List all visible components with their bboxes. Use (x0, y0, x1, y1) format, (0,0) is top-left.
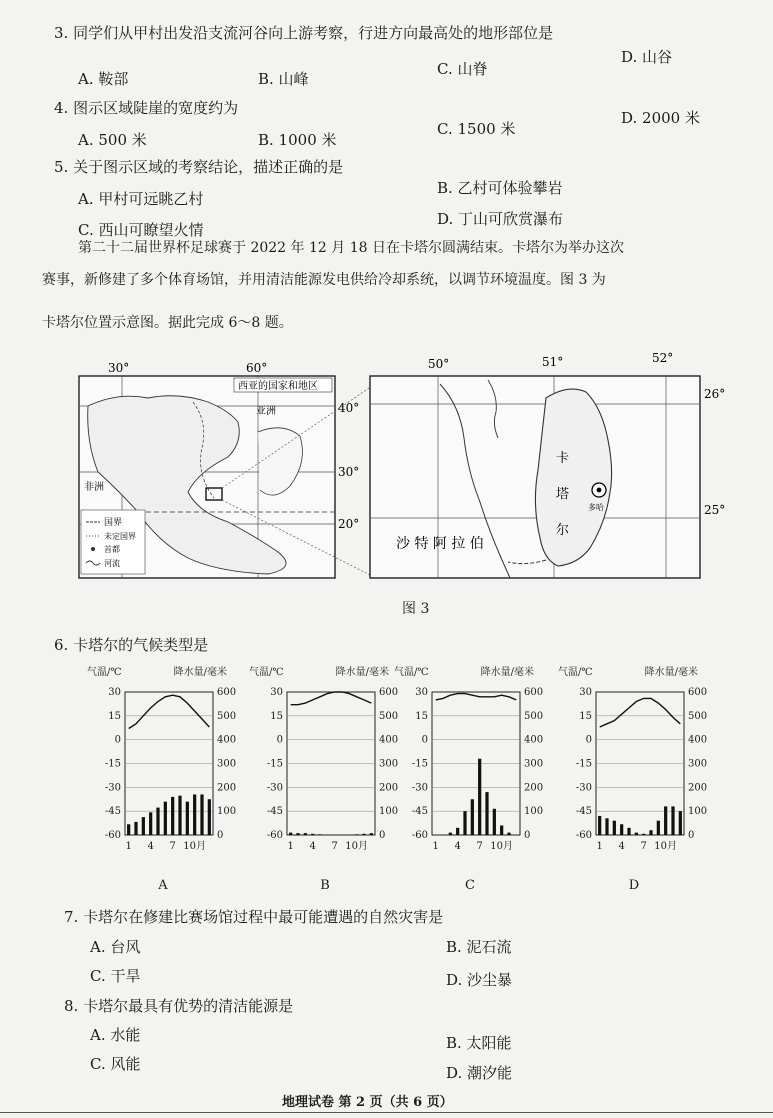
temp-axis-label: 气温/℃ (558, 667, 593, 678)
q4-stem: 4. 图示区域陡崖的宽度约为 (54, 99, 239, 117)
precip-bar (605, 818, 608, 835)
precip-tick-label: 600 (217, 687, 237, 698)
lat-label-25: 25° (704, 503, 726, 517)
precip-bar (671, 806, 674, 835)
precip-tick-label: 400 (524, 734, 544, 746)
q4-option-d: D. 2000 米 (621, 109, 700, 127)
intro-line-3: 卡塔尔位置示意图。据此完成 6～8 题。 (42, 315, 293, 331)
precip-tick-label: 300 (524, 758, 544, 770)
precip-bar (657, 821, 660, 835)
precip-bar (500, 825, 503, 835)
west-asia-map (78, 362, 374, 582)
precip-axis-label: 降水量/毫米 (480, 667, 534, 678)
temp-tick-label: 15 (270, 710, 283, 722)
q7-option-b: B. 泥石流 (446, 938, 512, 956)
precip-bar (471, 799, 474, 835)
figure-caption: 图 3 (402, 601, 430, 617)
precip-bar (649, 830, 652, 835)
precip-axis-label: 降水量/毫米 (644, 667, 698, 678)
map-title-box: 西亚的国家和地区 (238, 381, 318, 392)
precip-tick-label: 0 (688, 830, 695, 841)
month-tick-label: 10月 (345, 841, 369, 852)
precip-tick-label: 500 (524, 710, 544, 722)
q8-option-d: D. 潮汐能 (446, 1064, 513, 1082)
q8-option-b: B. 太阳能 (446, 1034, 512, 1052)
precip-tick-label: 500 (217, 710, 237, 722)
temp-tick-label: 15 (415, 710, 428, 722)
temp-tick-label: -30 (266, 782, 283, 794)
q4-option-a: A. 500 米 (78, 131, 147, 149)
lon-label-51: 51° (542, 355, 564, 369)
temp-tick-label: -15 (266, 758, 283, 770)
qatar-char-2: 塔 (556, 487, 570, 502)
precip-tick-label: 200 (524, 782, 544, 794)
precip-tick-label: 100 (217, 806, 237, 818)
precip-tick-label: 100 (524, 806, 544, 818)
temperature-line (436, 694, 517, 700)
month-tick-label: 4 (147, 841, 154, 852)
q3-option-c: C. 山脊 (437, 60, 488, 78)
precip-bar (507, 833, 510, 835)
precip-bar (142, 817, 145, 835)
precip-bar (362, 834, 365, 835)
precip-bar (164, 802, 167, 835)
precip-bar (156, 808, 159, 835)
month-tick-label: 4 (309, 841, 316, 852)
precip-bar (620, 824, 623, 835)
legend-river: 河流 (104, 559, 120, 568)
temp-tick-label: 15 (579, 710, 592, 722)
month-tick-label: 7 (169, 841, 176, 852)
precip-bar (149, 812, 152, 835)
precip-axis-label: 降水量/毫米 (173, 667, 227, 678)
q5-option-c: C. 西山可瞭望火情 (78, 221, 204, 239)
page-footer: 地理试卷 第 2 页（共 6 页） (282, 1095, 453, 1110)
month-tick-label: 4 (454, 841, 461, 852)
precip-bar (635, 833, 638, 835)
temp-tick-label: -15 (575, 758, 592, 770)
lat-label-40: 40° (338, 401, 360, 415)
month-tick-label: 10月 (490, 841, 514, 852)
qatar-map (368, 352, 740, 582)
temp-tick-label: -60 (266, 830, 283, 841)
intro-line-2: 赛事，新修建了多个体育场馆，并用清洁能源发电供给冷却系统，以调节环境温度。图 3 为 (42, 272, 606, 288)
temp-tick-label: 0 (276, 734, 283, 746)
precip-tick-label: 300 (217, 758, 237, 770)
temp-tick-label: 30 (415, 687, 428, 698)
climate-charts (0, 655, 773, 900)
month-tick-label: 10月 (654, 841, 678, 852)
temp-tick-label: -45 (575, 806, 592, 818)
precip-tick-label: 200 (217, 782, 237, 794)
temp-tick-label: -60 (411, 830, 428, 841)
precip-tick-label: 400 (379, 734, 399, 746)
q3-option-b: B. 山峰 (258, 70, 309, 88)
lon-label-50: 50° (428, 357, 450, 371)
precip-bar (318, 834, 321, 835)
legend-capital-icon (91, 547, 95, 551)
temp-axis-label: 气温/℃ (87, 667, 122, 678)
chart-label: D (628, 878, 640, 893)
temp-tick-label: 15 (108, 710, 121, 722)
q5-stem: 5. 关于图示区域的考察结论，描述正确的是 (54, 158, 344, 176)
intro-line-1: 第二十二届世界杯足球赛于 2022 年 12 月 18 日在卡塔尔圆满结束。卡塔尔为举办这次 (78, 240, 624, 256)
temp-tick-label: -15 (104, 758, 121, 770)
q5-option-a: A. 甲村可远眺乙村 (78, 190, 204, 208)
q8-option-c: C. 风能 (90, 1055, 141, 1073)
chart-label: C (465, 878, 475, 893)
temp-tick-label: -30 (411, 782, 428, 794)
precip-bar (493, 809, 496, 835)
precip-bar (598, 816, 601, 835)
precip-bar (200, 794, 203, 835)
legend-undetermined-border: 未定国界 (104, 532, 136, 541)
precip-bar (178, 796, 181, 835)
saudi-arabia-label: 沙 特 阿 拉 伯 (396, 536, 484, 552)
footer-rule (0, 1112, 773, 1113)
temperature-line (291, 692, 372, 705)
precip-tick-label: 500 (688, 710, 708, 722)
temp-tick-label: -60 (575, 830, 592, 841)
precip-bar (193, 794, 196, 835)
precip-bar (478, 759, 481, 835)
precip-bar (449, 833, 452, 835)
precip-tick-label: 0 (217, 830, 224, 841)
q5-option-b: B. 乙村可体验攀岩 (437, 179, 563, 197)
precip-bar (456, 828, 459, 835)
precip-tick-label: 600 (524, 687, 544, 698)
map-label-africa: 非洲 (84, 482, 104, 493)
temp-tick-label: 30 (579, 687, 592, 698)
lon-label-52: 52° (652, 352, 674, 365)
qatar-char-3: 尔 (556, 523, 570, 538)
temp-tick-label: 30 (270, 687, 283, 698)
chart-label: B (320, 878, 330, 893)
temp-tick-label: -60 (104, 830, 121, 841)
temp-tick-label: -45 (104, 806, 121, 818)
q8-option-a: A. 水能 (90, 1026, 141, 1044)
lat-label-30: 30° (338, 465, 360, 479)
lon-label-30: 30° (108, 362, 130, 375)
q6-stem: 6. 卡塔尔的气候类型是 (54, 636, 209, 654)
precip-bar (311, 834, 314, 835)
precip-bar (613, 821, 616, 835)
q4-option-b: B. 1000 米 (258, 131, 337, 149)
precip-bar (463, 811, 466, 835)
temp-tick-label: -15 (411, 758, 428, 770)
precip-bar (296, 833, 299, 835)
precip-bar (664, 806, 667, 835)
temp-axis-label: 气温/℃ (394, 667, 429, 678)
legend-capital: 首都 (104, 545, 120, 554)
precip-bar (304, 833, 307, 835)
q8-stem: 8. 卡塔尔最具有优势的清洁能源是 (64, 997, 294, 1015)
precip-bar (208, 799, 211, 835)
precip-tick-label: 300 (688, 758, 708, 770)
map-label-asia: 亚洲 (256, 406, 276, 417)
precip-tick-label: 500 (379, 710, 399, 722)
precip-tick-label: 200 (379, 782, 399, 794)
month-tick-label: 7 (331, 841, 338, 852)
precip-tick-label: 0 (379, 830, 386, 841)
precip-axis-label: 降水量/毫米 (335, 667, 389, 678)
q3-option-d: D. 山谷 (621, 48, 673, 66)
month-tick-label: 10月 (183, 841, 207, 852)
precip-bar (289, 833, 292, 835)
q7-stem: 7. 卡塔尔在修建比赛场馆过程中最可能遭遇的自然灾害是 (64, 908, 444, 926)
q7-option-d: D. 沙尘暴 (446, 971, 513, 989)
temp-tick-label: -30 (575, 782, 592, 794)
temp-tick-label: -45 (266, 806, 283, 818)
q7-option-a: A. 台风 (90, 938, 141, 956)
month-tick-label: 7 (476, 841, 483, 852)
precip-bar (355, 834, 358, 835)
qatar-char-1: 卡 (556, 451, 570, 466)
temp-tick-label: -45 (411, 806, 428, 818)
q5-option-d: D. 丁山可欣赏瀑布 (437, 210, 564, 228)
precip-bar (485, 792, 488, 835)
q3-stem: 3. 同学们从甲村出发沿支流河谷向上游考察，行进方向最高处的地形部位是 (54, 24, 554, 42)
precip-bar (171, 797, 174, 835)
legend-border: 国界 (104, 518, 123, 528)
q3-option-a: A. 鞍部 (78, 70, 129, 88)
precip-tick-label: 600 (379, 687, 399, 698)
precip-bar (642, 834, 645, 835)
doha-label: 多哈 (588, 503, 604, 512)
q7-option-c: C. 干旱 (90, 967, 141, 985)
month-tick-label: 1 (287, 841, 294, 852)
precip-bar (370, 833, 373, 835)
precip-tick-label: 400 (217, 734, 237, 746)
month-tick-label: 1 (125, 841, 132, 852)
precip-bar (127, 824, 130, 835)
temperature-line (129, 695, 210, 728)
lat-label-26: 26° (704, 387, 726, 401)
precip-tick-label: 200 (688, 782, 708, 794)
temp-axis-label: 气温/℃ (249, 667, 284, 678)
precip-tick-label: 100 (688, 806, 708, 818)
month-tick-label: 1 (432, 841, 439, 852)
lon-label-60: 60° (246, 362, 268, 375)
temp-tick-label: -30 (104, 782, 121, 794)
temp-tick-label: 0 (585, 734, 592, 746)
chart-label: A (158, 878, 168, 893)
month-tick-label: 4 (618, 841, 625, 852)
precip-tick-label: 400 (688, 734, 708, 746)
precip-bar (679, 811, 682, 835)
temperature-line (600, 698, 681, 727)
temp-tick-label: 0 (114, 734, 121, 746)
precip-tick-label: 600 (688, 687, 708, 698)
temp-tick-label: 30 (108, 687, 121, 698)
precip-tick-label: 100 (379, 806, 399, 818)
month-tick-label: 7 (640, 841, 647, 852)
lat-label-20: 20° (338, 517, 360, 531)
temp-tick-label: 0 (421, 734, 428, 746)
month-tick-label: 1 (596, 841, 603, 852)
precip-tick-label: 0 (524, 830, 531, 841)
precip-bar (627, 828, 630, 835)
q4-option-c: C. 1500 米 (437, 120, 516, 138)
precip-bar (134, 822, 137, 835)
precip-tick-label: 300 (379, 758, 399, 770)
precip-bar (186, 802, 189, 835)
